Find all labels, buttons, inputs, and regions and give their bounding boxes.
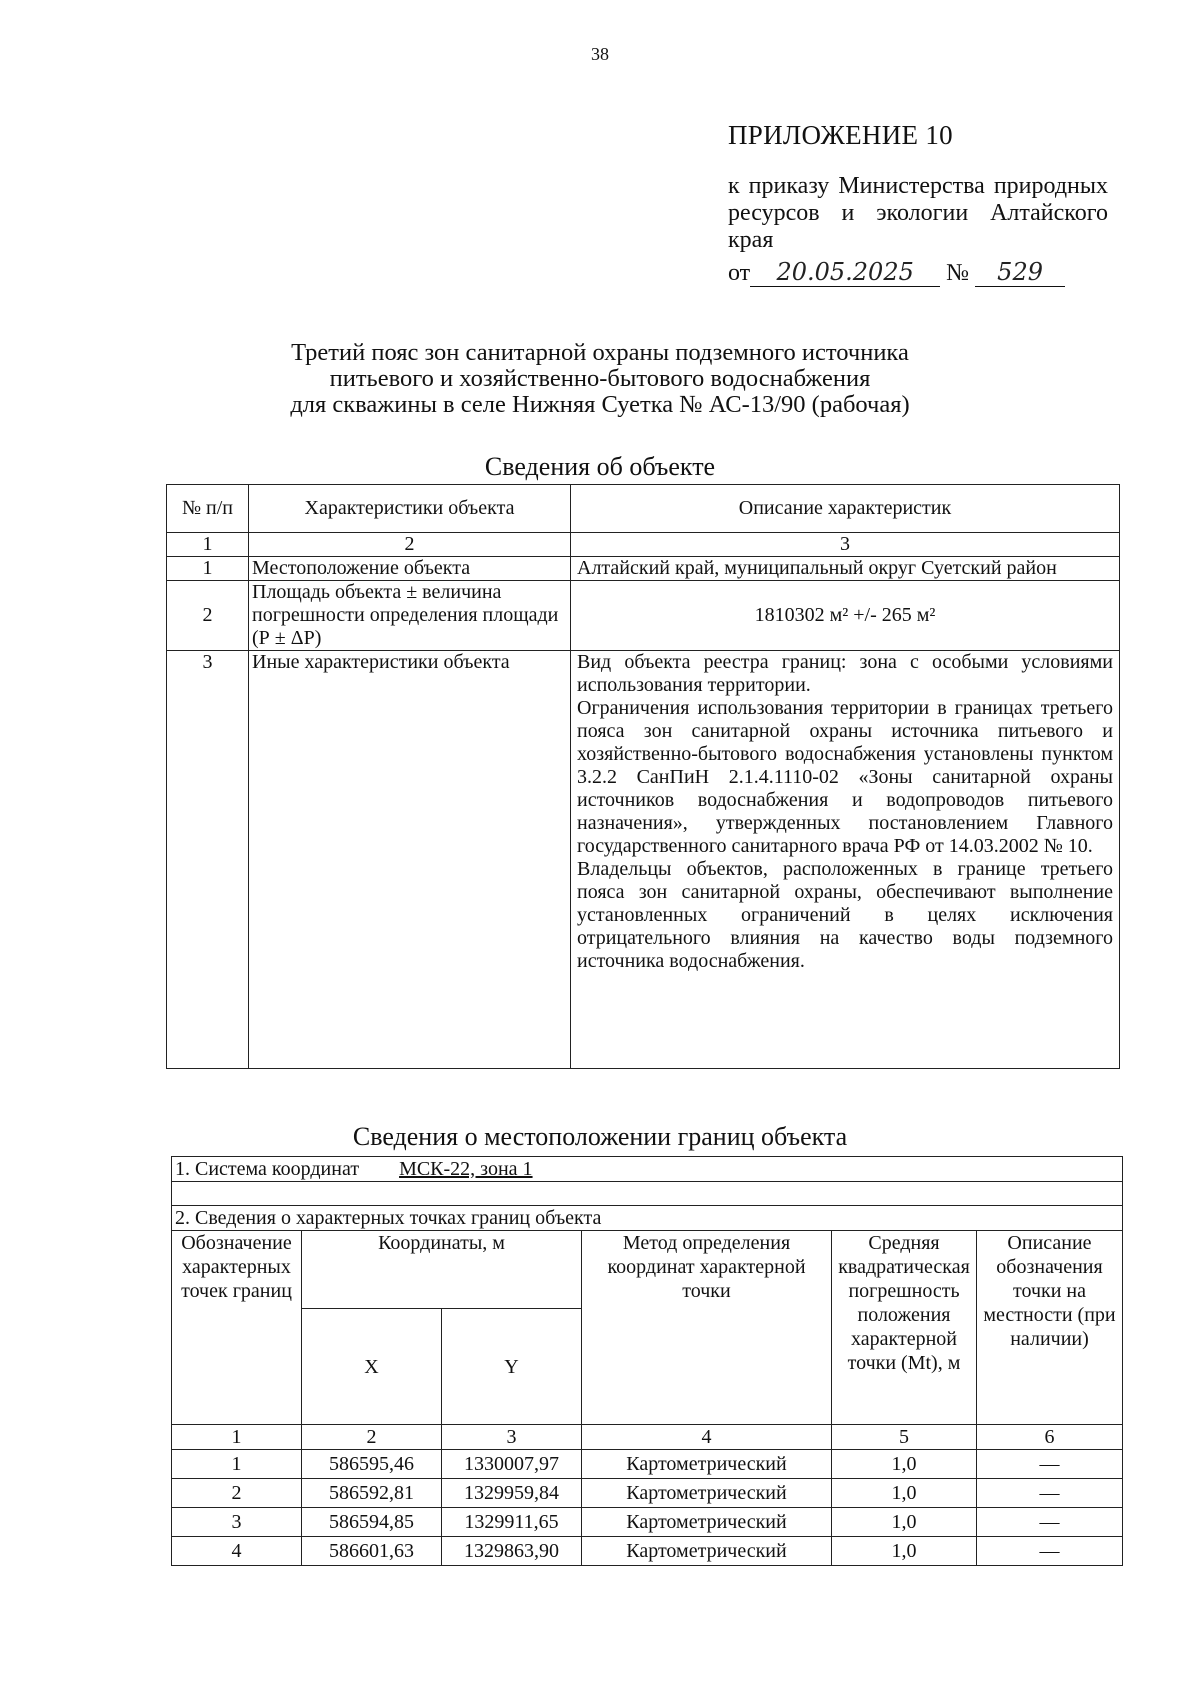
- point-y: 1329911,65: [442, 1508, 582, 1537]
- point-method: Картометрический: [582, 1508, 832, 1537]
- description-paragraph: Вид объекта реестра границ: зона с особыми условиями использования территории.: [577, 651, 1113, 696]
- table-row: [172, 1537, 1123, 1566]
- header-y: Y: [442, 1309, 582, 1425]
- column-number: 3: [571, 533, 1120, 557]
- title-line: для скважины в селе Нижняя Суетка № АС-13/90 (рабочая): [290, 391, 910, 418]
- row-num: 2: [167, 581, 249, 651]
- point-description: —: [977, 1537, 1123, 1566]
- header-method: Метод определения координат характерной точки: [582, 1231, 832, 1425]
- boundary-info-caption: Сведения о местоположении границ объекта: [352, 1122, 848, 1151]
- point-id: 4: [172, 1537, 302, 1566]
- date-prefix: от: [728, 260, 751, 286]
- appendix-order-reference: к приказу Министерства природных ресурсов и экологии Алтайского края: [728, 173, 1108, 253]
- point-x: 586601,63: [302, 1537, 442, 1566]
- points-section-label: 2. Сведения о характерных точках границ объекта: [172, 1206, 1123, 1231]
- boundary-points-table: [171, 1156, 1123, 1566]
- row-characteristic: Местоположение объекта: [249, 557, 571, 581]
- coord-system-row: [172, 1157, 1123, 1182]
- column-number: 1: [167, 533, 249, 557]
- point-id: 3: [172, 1508, 302, 1537]
- coord-system-label: 1. Система координат: [175, 1158, 360, 1180]
- points-section-row: [172, 1206, 1123, 1231]
- point-rms: 1,0: [832, 1537, 977, 1566]
- column-number-row: [172, 1425, 1123, 1450]
- point-method: Картометрический: [582, 1450, 832, 1479]
- description-paragraph: Владельцы объектов, расположенных в границе третьего пояса зон санитарной охраны, обеспечивают выполнение установленных ограничений в целях исключения отрицательного влияния на качество воды подземного источника водоснабжения.: [577, 858, 1113, 972]
- point-description: —: [977, 1450, 1123, 1479]
- number-prefix: №: [946, 260, 970, 286]
- row-description: 1810302 м² +/- 265 м²: [571, 581, 1120, 651]
- point-rms: 1,0: [832, 1508, 977, 1537]
- spacer-row: [172, 1182, 1123, 1206]
- table-header-row: [167, 485, 1120, 533]
- point-rms: 1,0: [832, 1479, 977, 1508]
- point-method: Картометрический: [582, 1537, 832, 1566]
- coord-system-value: МСК-22, зона 1: [399, 1158, 533, 1180]
- table-row: [172, 1479, 1123, 1508]
- header-description: Описание характеристик: [571, 485, 1120, 533]
- header-designation: Обозначение характерных точек границ: [172, 1231, 302, 1425]
- column-number-row: [167, 533, 1120, 557]
- title-line: Третий пояс зон санитарной охраны подземного источника: [291, 339, 909, 366]
- point-id: 2: [172, 1479, 302, 1508]
- points-header-row: [172, 1231, 1123, 1309]
- row-num: 3: [167, 651, 249, 1069]
- handwritten-date: 20.05.2025: [750, 258, 940, 287]
- column-number: 2: [249, 533, 571, 557]
- row-description: Алтайский край, муниципальный округ Суетский район: [571, 557, 1120, 581]
- row-characteristic: Площадь объекта ± величина погрешности определения площади (Р ± ΔР): [249, 581, 571, 651]
- point-description: —: [977, 1508, 1123, 1537]
- point-x: 586592,81: [302, 1479, 442, 1508]
- column-number: 4: [582, 1425, 832, 1450]
- column-number: 6: [977, 1425, 1123, 1450]
- column-number: 3: [442, 1425, 582, 1450]
- point-method: Картометрический: [582, 1479, 832, 1508]
- column-number: 5: [832, 1425, 977, 1450]
- header-x: X: [302, 1309, 442, 1425]
- row-num: 1: [167, 557, 249, 581]
- table-row: [167, 581, 1120, 651]
- object-info-table: [166, 484, 1120, 1069]
- table-row: [167, 557, 1120, 581]
- point-rms: 1,0: [832, 1450, 977, 1479]
- document-title: [170, 340, 1030, 418]
- point-id: 1: [172, 1450, 302, 1479]
- point-x: 586595,46: [302, 1450, 442, 1479]
- point-y: 1330007,97: [442, 1450, 582, 1479]
- page-number: 38: [591, 44, 609, 64]
- object-info-caption: Сведения об объекте: [484, 452, 716, 481]
- table-row: [172, 1450, 1123, 1479]
- title-line: питьевого и хозяйственно-бытового водоснабжения: [329, 365, 871, 392]
- row-description: [571, 651, 1120, 1069]
- description-paragraph: Ограничения использования территории в границах третьего пояса зон санитарной охраны источника питьевого и хозяйственно-бытового водоснабжения установлены пунктом 3.2.2 СанПиН 2.1.4.1110-02 «Зоны санитарной охраны источников водоснабжения и водопроводов питьевого назначения», утвержденных постановлением Главного государственного санитарного врача РФ от 14.03.2002 № 10.: [577, 697, 1113, 857]
- header-characteristic: Характеристики объекта: [249, 485, 571, 533]
- row-characteristic: Иные характеристики объекта: [249, 651, 571, 1069]
- column-number: 1: [172, 1425, 302, 1450]
- point-y: 1329959,84: [442, 1479, 582, 1508]
- header-num: № п/п: [167, 485, 249, 533]
- appendix-date-line: [728, 258, 1108, 287]
- column-number: 2: [302, 1425, 442, 1450]
- handwritten-number: 529: [975, 258, 1065, 287]
- appendix-header: [728, 120, 1108, 287]
- header-rms: Средняя квадратическая погрешность положения характерной точки (Mt), м: [832, 1231, 977, 1425]
- table-row: [167, 651, 1120, 1069]
- header-point-description: Описание обозначения точки на местности (при наличии): [977, 1231, 1123, 1425]
- point-description: —: [977, 1479, 1123, 1508]
- appendix-title: ПРИЛОЖЕНИЕ 10: [728, 120, 953, 150]
- point-y: 1329863,90: [442, 1537, 582, 1566]
- point-x: 586594,85: [302, 1508, 442, 1537]
- table-row: [172, 1508, 1123, 1537]
- header-coordinates: Координаты, м: [302, 1231, 582, 1309]
